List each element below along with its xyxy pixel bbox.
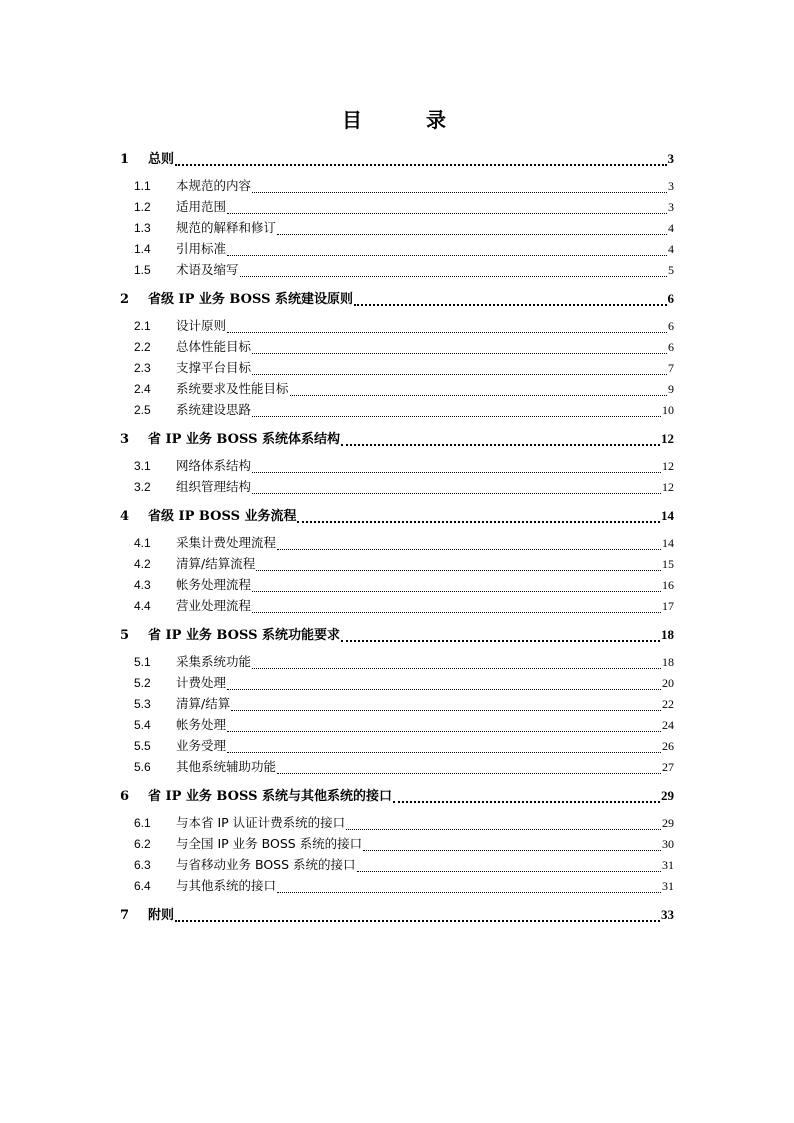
toc-list: [116, 148, 674, 925]
toc-page-number: 18: [662, 655, 674, 669]
toc-entry-title: 总体性能目标: [176, 339, 252, 354]
toc-section-entry[interactable]: [116, 378, 674, 399]
toc-dot-leader: [252, 352, 667, 354]
toc-entry-title: 计费处理: [176, 675, 227, 690]
toc-section-entry[interactable]: [116, 399, 674, 420]
toc-entry-number: 6.2: [134, 837, 151, 851]
toc-page-number: 27: [662, 760, 674, 774]
toc-entry-title: 帐务处理流程: [176, 577, 252, 592]
toc-dot-leader: [252, 471, 661, 473]
toc-page-number: 24: [662, 718, 674, 732]
toc-entry-number: 4: [120, 509, 130, 524]
toc-dot-leader: [252, 191, 667, 193]
toc-dot-leader: [277, 891, 661, 893]
toc-entry-title: 系统要求及性能目标: [176, 381, 289, 396]
toc-section-entry[interactable]: [116, 574, 674, 595]
toc-section-entry[interactable]: [116, 693, 674, 714]
toc-entry-number: 2.5: [134, 403, 151, 417]
toc-entry-title: 清算/结算: [176, 696, 231, 711]
toc-entry-title: 业务受理: [176, 738, 227, 753]
toc-section-entry[interactable]: [116, 553, 674, 574]
toc-entry-number: 1.1: [134, 179, 151, 193]
toc-dot-leader: [341, 639, 660, 642]
toc-section-entry[interactable]: [116, 259, 674, 280]
toc-dot-leader: [341, 443, 660, 446]
toc-page-number: 10: [662, 403, 674, 417]
toc-entry-title: 营业处理流程: [176, 598, 252, 613]
toc-dot-leader: [363, 849, 661, 851]
toc-section-entry[interactable]: [116, 175, 674, 196]
toc-entry-number: 7: [120, 908, 130, 923]
toc-page-number: 12: [662, 480, 674, 494]
toc-entry-title: 设计原则: [176, 318, 227, 333]
toc-dot-leader: [227, 688, 661, 690]
toc-page-number: 7: [668, 361, 674, 375]
toc-chapter-entry[interactable]: [116, 505, 674, 526]
toc-page-number: 5: [668, 263, 674, 277]
toc-page-number: 15: [662, 557, 674, 571]
toc-section-entry[interactable]: [116, 217, 674, 238]
toc-entry-number: 3: [120, 432, 130, 447]
toc-entry-number: 5.6: [134, 760, 151, 774]
toc-dot-leader: [227, 212, 667, 214]
toc-page-number: 12: [661, 431, 674, 446]
toc-page-number: 4: [668, 221, 674, 235]
toc-section-entry[interactable]: [116, 875, 674, 896]
toc-page-number: 6: [668, 319, 674, 333]
toc-entry-number: 5.4: [134, 718, 151, 732]
toc-page-number: 9: [668, 382, 674, 396]
toc-entry-title: 系统建设思路: [176, 402, 252, 417]
toc-entry-title: 采集计费处理流程: [176, 535, 277, 550]
toc-entry-title: 术语及缩写: [176, 262, 239, 277]
toc-page-number: 3: [667, 151, 674, 166]
toc-entry-number: 4.3: [134, 578, 151, 592]
toc-section-entry[interactable]: [116, 812, 674, 833]
toc-section-entry[interactable]: [116, 735, 674, 756]
toc-dot-leader: [252, 667, 661, 669]
toc-page-number: 31: [662, 879, 674, 893]
toc-section-entry[interactable]: [116, 833, 674, 854]
toc-entry-title: 总则: [148, 152, 175, 167]
toc-entry-number: 2.2: [134, 340, 151, 354]
toc-dot-leader: [227, 331, 667, 333]
toc-page-number: 22: [662, 697, 674, 711]
toc-dot-leader: [354, 303, 666, 306]
toc-dot-leader: [252, 492, 661, 494]
toc-dot-leader: [277, 548, 661, 550]
toc-section-entry[interactable]: [116, 196, 674, 217]
toc-entry-number: 5.5: [134, 739, 151, 753]
toc-entry-title: 网络体系结构: [176, 458, 252, 473]
toc-entry-title: 本规范的内容: [176, 178, 252, 193]
toc-dot-leader: [252, 611, 661, 613]
toc-entry-number: 4.2: [134, 557, 151, 571]
toc-section-entry[interactable]: [116, 336, 674, 357]
toc-dot-leader: [175, 919, 660, 922]
toc-entry-number: 1.4: [134, 242, 151, 256]
toc-entry-number: 4.1: [134, 536, 151, 550]
toc-entry-title: 采集系统功能: [176, 654, 252, 669]
toc-dot-leader: [175, 163, 666, 166]
toc-page-number: 3: [668, 200, 674, 214]
toc-section-entry[interactable]: [116, 595, 674, 616]
toc-entry-number: 2: [120, 292, 130, 307]
toc-entry-number: 2.3: [134, 361, 151, 375]
toc-entry-title: 省 IP 业务 BOSS 系统功能要求: [148, 628, 341, 643]
toc-page-number: 6: [668, 340, 674, 354]
toc-dot-leader: [256, 569, 661, 571]
toc-entry-title: 省 IP 业务 BOSS 系统与其他系统的接口: [148, 789, 393, 804]
toc-entry-number: 5.1: [134, 655, 151, 669]
toc-dot-leader: [277, 233, 667, 235]
toc-page-number: 31: [662, 858, 674, 872]
toc-entry-number: 2.1: [134, 319, 151, 333]
toc-entry-title: 引用标准: [176, 241, 227, 256]
toc-page-number: 16: [662, 578, 674, 592]
toc-section-entry[interactable]: [116, 315, 674, 336]
toc-entry-number: 5: [120, 628, 130, 643]
toc-entry-title: 与省移动业务 BOSS 系统的接口: [176, 857, 356, 872]
toc-section-entry[interactable]: [116, 532, 674, 553]
toc-entry-number: 6.4: [134, 879, 151, 893]
toc-section-entry[interactable]: [116, 357, 674, 378]
toc-page-number: 14: [661, 508, 674, 523]
toc-dot-leader: [252, 373, 667, 375]
toc-dot-leader: [231, 709, 661, 711]
toc-section-entry[interactable]: [116, 854, 674, 875]
toc-section-entry[interactable]: [116, 756, 674, 777]
toc-page-number: 4: [668, 242, 674, 256]
toc-dot-leader: [297, 520, 660, 523]
toc-entry-number: 1.5: [134, 263, 151, 277]
toc-entry-title: 其他系统辅助功能: [176, 759, 277, 774]
toc-entry-title: 与其他系统的接口: [176, 878, 277, 893]
toc-entry-number: 6.3: [134, 858, 151, 872]
toc-entry-title: 省级 IP 业务 BOSS 系统建设原则: [148, 292, 354, 307]
toc-title: 目 录: [342, 108, 468, 132]
toc-entry-title: 清算/结算流程: [176, 556, 256, 571]
toc-chapter-entry[interactable]: [116, 428, 674, 449]
toc-entry-number: 3.1: [134, 459, 151, 473]
toc-dot-leader: [227, 751, 661, 753]
toc-page-number: 6: [667, 291, 674, 306]
toc-entry-number: 6: [120, 789, 130, 804]
toc-dot-leader: [393, 800, 660, 803]
toc-entry-title: 省级 IP BOSS 业务流程: [148, 509, 297, 524]
toc-dot-leader: [290, 394, 667, 396]
toc-entry-title: 支撑平台目标: [176, 360, 252, 375]
toc-chapter-entry[interactable]: [116, 288, 674, 309]
toc-entry-title: 适用范围: [176, 199, 227, 214]
toc-entry-number: 1.2: [134, 200, 151, 214]
toc-chapter-entry[interactable]: [116, 785, 674, 806]
toc-dot-leader: [252, 590, 661, 592]
toc-dot-leader: [346, 828, 661, 830]
toc-dot-leader: [227, 730, 661, 732]
toc-entry-number: 6.1: [134, 816, 151, 830]
toc-page-number: 20: [662, 676, 674, 690]
toc-section-entry[interactable]: [116, 651, 674, 672]
toc-page-number: 18: [661, 627, 674, 642]
toc-section-entry[interactable]: [116, 476, 674, 497]
toc-entry-number: 5.3: [134, 697, 151, 711]
toc-entry-number: 3.2: [134, 480, 151, 494]
toc-entry-title: 附则: [148, 908, 175, 923]
toc-page-number: 33: [661, 907, 674, 922]
toc-entry-title: 省 IP 业务 BOSS 系统体系结构: [148, 432, 341, 447]
toc-chapter-entry[interactable]: [116, 624, 674, 645]
toc-entry-number: 5.2: [134, 676, 151, 690]
toc-entry-title: 与全国 IP 业务 BOSS 系统的接口: [176, 836, 363, 851]
toc-dot-leader: [277, 772, 661, 774]
toc-section-entry[interactable]: [116, 238, 674, 259]
toc-entry-title: 帐务处理: [176, 717, 227, 732]
toc-entry-title: 规范的解释和修订: [176, 220, 277, 235]
toc-dot-leader: [240, 275, 667, 277]
toc-dot-leader: [252, 415, 661, 417]
toc-page-number: 3: [668, 179, 674, 193]
toc-entry-number: 1.3: [134, 221, 151, 235]
toc-section-entry[interactable]: [116, 714, 674, 735]
toc-entry-number: 2.4: [134, 382, 151, 396]
toc-page-number: 14: [662, 536, 674, 550]
toc-page-number: 26: [662, 739, 674, 753]
toc-page-number: 12: [662, 459, 674, 473]
toc-chapter-entry[interactable]: [116, 148, 674, 169]
toc-section-entry[interactable]: [116, 455, 674, 476]
toc-page-number: 29: [661, 788, 674, 803]
toc-section-entry[interactable]: [116, 672, 674, 693]
toc-entry-number: 1: [120, 152, 130, 167]
toc-chapter-entry[interactable]: [116, 904, 674, 925]
toc-dot-leader: [227, 254, 667, 256]
toc-dot-leader: [357, 870, 661, 872]
toc-entry-title: 与本省 IP 认证计费系统的接口: [176, 815, 346, 830]
toc-page-number: 29: [662, 816, 674, 830]
toc-page-number: 30: [662, 837, 674, 851]
toc-entry-number: 4.4: [134, 599, 151, 613]
toc-page-number: 17: [662, 599, 674, 613]
toc-entry-title: 组织管理结构: [176, 479, 252, 494]
